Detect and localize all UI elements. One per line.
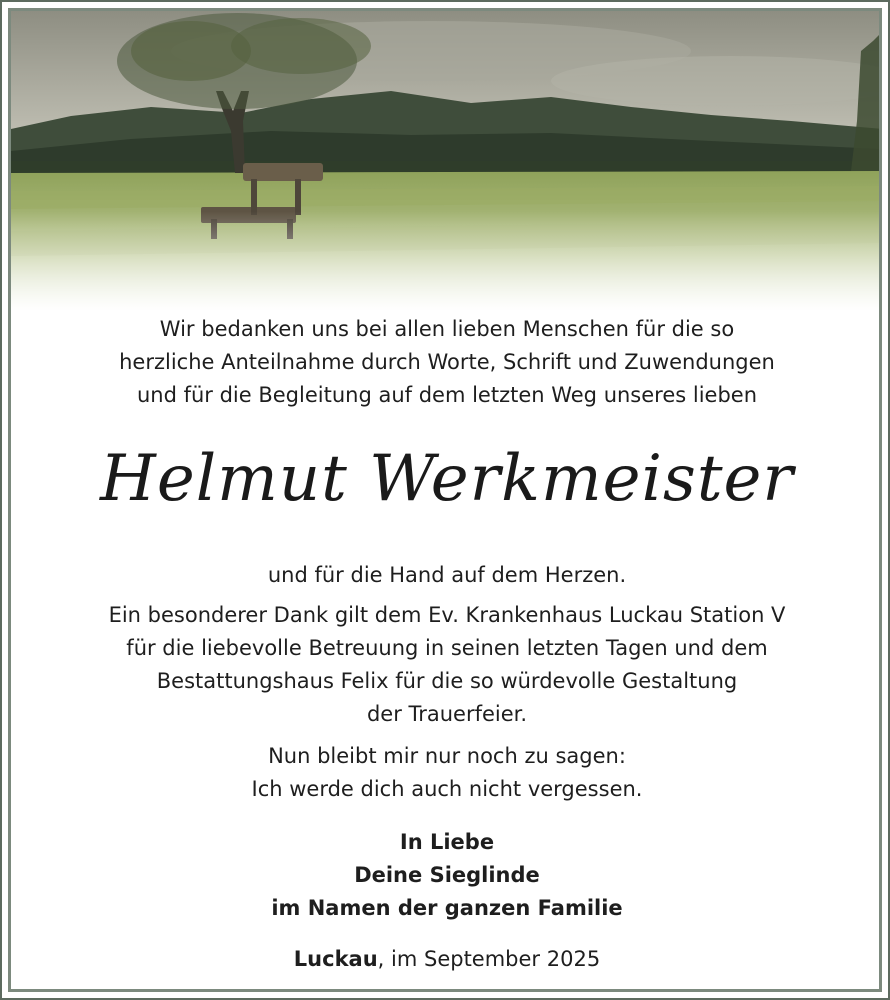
- thanks-paragraph: [11, 599, 882, 731]
- place-name: Luckau: [293, 947, 378, 971]
- thanks-line: Bestattungshaus Felix für die so würdevolle Gestaltung: [156, 669, 738, 693]
- place-date-line: [11, 943, 882, 976]
- deceased-name: Helmut Werkmeister: [100, 442, 794, 516]
- quote-line: Nun bleibt mir nur noch zu sagen:: [268, 744, 626, 768]
- intro-line: und für die Begleitung auf dem letzten Weg unseres lieben: [136, 383, 758, 407]
- landscape-photo: [11, 11, 882, 311]
- thanks-line: der Trauerfeier.: [366, 702, 528, 726]
- intro-line: herzliche Anteilnahme durch Worte, Schrift und Zuwendungen: [119, 350, 775, 374]
- hand-line: und für die Hand auf dem Herzen.: [267, 563, 627, 587]
- signature-line: im Namen der ganzen Familie: [271, 896, 623, 920]
- signature-block: [11, 826, 882, 925]
- signature-line: In Liebe: [399, 830, 495, 854]
- intro-paragraph: [11, 313, 882, 412]
- intro-line: Wir bedanken uns bei allen lieben Menschen für die so: [159, 317, 735, 341]
- notice-inner-border: [8, 8, 882, 992]
- quote-line: Ich werde dich auch nicht vergessen.: [251, 777, 643, 801]
- signature-line: Deine Sieglinde: [354, 863, 540, 887]
- thanks-line: für die liebevolle Betreuung in seinen letzten Tagen und dem: [126, 636, 768, 660]
- quote-paragraph: [11, 740, 882, 806]
- thanks-line: Ein besonderer Dank gilt dem Ev. Krankenhaus Luckau Station V: [108, 603, 786, 627]
- date-text: , im September 2025: [377, 947, 601, 971]
